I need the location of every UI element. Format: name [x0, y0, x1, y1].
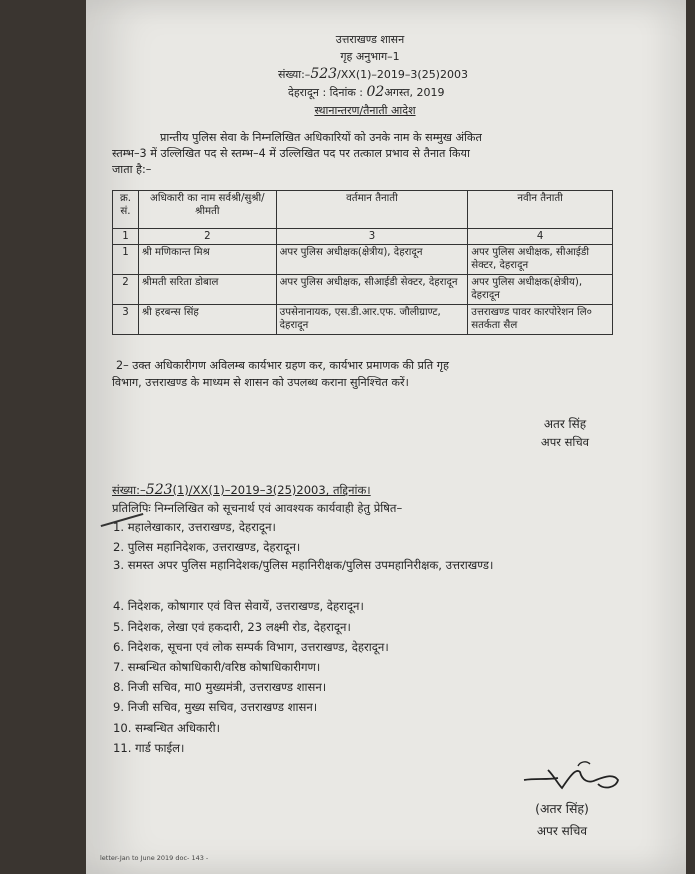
- table-row: 1 श्री मणिकान्त मिश्र अपर पुलिस अधीक्षक(क्षेत्रीय), देहरादून अपर पुलिस अधीक्षक, सीआईडी सेक्टर, देहरादून: [113, 245, 613, 275]
- table-header-row: [113, 191, 613, 229]
- signatory-name: अतर सिंह: [543, 417, 587, 431]
- list-item: 11. गार्ड फाईल।: [113, 740, 185, 755]
- handwritten-copy-number: 523: [145, 482, 173, 498]
- header-serial: क्र. सं.: [113, 191, 139, 229]
- handwritten-signature: [518, 758, 628, 798]
- header-new-posting: नवीन तैनाती: [468, 191, 613, 229]
- intro-line-3: जाता है:–: [112, 163, 152, 176]
- header-name: अधिकारी का नाम सर्वश्री/सुश्री/श्रीमती: [138, 191, 276, 229]
- government-heading: उत्तराखण्ड शासन: [335, 33, 405, 46]
- section-heading: गृह अनुभाग–1: [340, 50, 400, 63]
- column-number-row: 1 2 3 4: [113, 229, 613, 245]
- intro-line-1: प्रान्तीय पुलिस सेवा के निम्नलिखित अधिकारियों को उनके नाम के सम्मुख अंकित: [160, 131, 482, 144]
- signatory-designation: अपर सचिव: [540, 435, 590, 449]
- list-item: 8. निजी सचिव, मा0 मुख्यमंत्री, उत्तराखण्ड शासन।: [113, 680, 327, 695]
- signatory-designation-2: अपर सचिव: [536, 824, 588, 838]
- signatory-name-bracketed: (अतर सिंह): [535, 801, 589, 816]
- list-item: 6. निदेशक, सूचना एवं लोक सम्पर्क विभाग, उत्तराखण्ड, देहरादून।: [113, 639, 389, 654]
- list-item: 2. पुलिस महानिदेशक, उत्तराखण्ड, देहरादून।: [113, 540, 301, 555]
- order-number: संख्या:–523/XX(1)–2019–3(25)2003: [278, 66, 468, 82]
- copy-list: [113, 517, 653, 758]
- table-row: 2 श्रीमती सरिता डोबाल अपर पुलिस अधीक्षक, सीआईडी सेक्टर, देहरादून अपर पुलिस अधीक्षक(क्षेत्रीय), देहरादून: [113, 275, 613, 305]
- transfer-table: [112, 190, 613, 335]
- file-footer: letter-Jan to June 2019 doc- 143 -: [100, 854, 209, 862]
- table-row: 3 श्री हरबन्स सिंह उपसेनानायक, एस.डी.आर.एफ. जौलीग्राण्ट, देहरादून उत्तराखण्ड पावर कारपोरेशन लि० सतर्कता सैल: [113, 305, 613, 335]
- handwritten-date: 02: [366, 84, 385, 100]
- order-date: देहरादून : दिनांक : 02अगस्त, 2019: [288, 84, 445, 100]
- list-item: 7. सम्बन्धित कोषाधिकारी/वरिष्ठ कोषाधिकारीगण।: [113, 659, 321, 674]
- copy-number: संख्या:–523(1)/XX(1)–2019–3(25)2003, तद्दिनांक।: [112, 482, 371, 498]
- handwritten-number: 523: [310, 66, 338, 82]
- list-item: 10. सम्बन्धित अधिकारी।: [113, 720, 221, 735]
- list-item: 1. महालेखाकार, उत्तराखण्ड, देहरादून।: [113, 520, 276, 534]
- intro-line-2: स्तम्भ–3 में उल्लिखित पद से स्तम्भ–4 में उल्लिखित पद पर तत्काल प्रभाव से तैनात किया: [112, 147, 470, 160]
- subject-heading: स्थानान्तरण/तैनाती आदेश: [314, 104, 416, 117]
- copy-intro: प्रतिलिपिः निम्नलिखित को सूचनार्थ एवं आवश्यक कार्यवाही हेतु प्रेषित–: [112, 501, 403, 515]
- list-item: 4. निदेशक, कोषागार एवं वित्त सेवायें, उत्तराखण्ड, देहरादून।: [113, 599, 364, 614]
- paragraph-2-line-1: 2– उक्त अधिकारीगण अविलम्ब कार्यभार ग्रहण कर, कार्यभार प्रमाणक की प्रति गृह: [116, 359, 449, 372]
- paragraph-2-line-2: विभाग, उत्तराखण्ड के माध्यम से शासन को उपलब्ध कराना सुनिश्चित करें।: [112, 376, 409, 389]
- list-item: 9. निजी सचिव, मुख्य सचिव, उत्तराखण्ड शासन।: [113, 700, 318, 715]
- list-item: 5. निदेशक, लेखा एवं हकदारी, 23 लक्ष्मी रोड, देहरादून।: [113, 619, 351, 634]
- list-item: 3. समस्त अपर पुलिस महानिदेशक/पुलिस महानिरीक्षक/पुलिस उपमहानिरीक्षक, उत्तराखण्ड।: [113, 558, 494, 573]
- header-current-posting: वर्तमान तैनाती: [276, 191, 468, 229]
